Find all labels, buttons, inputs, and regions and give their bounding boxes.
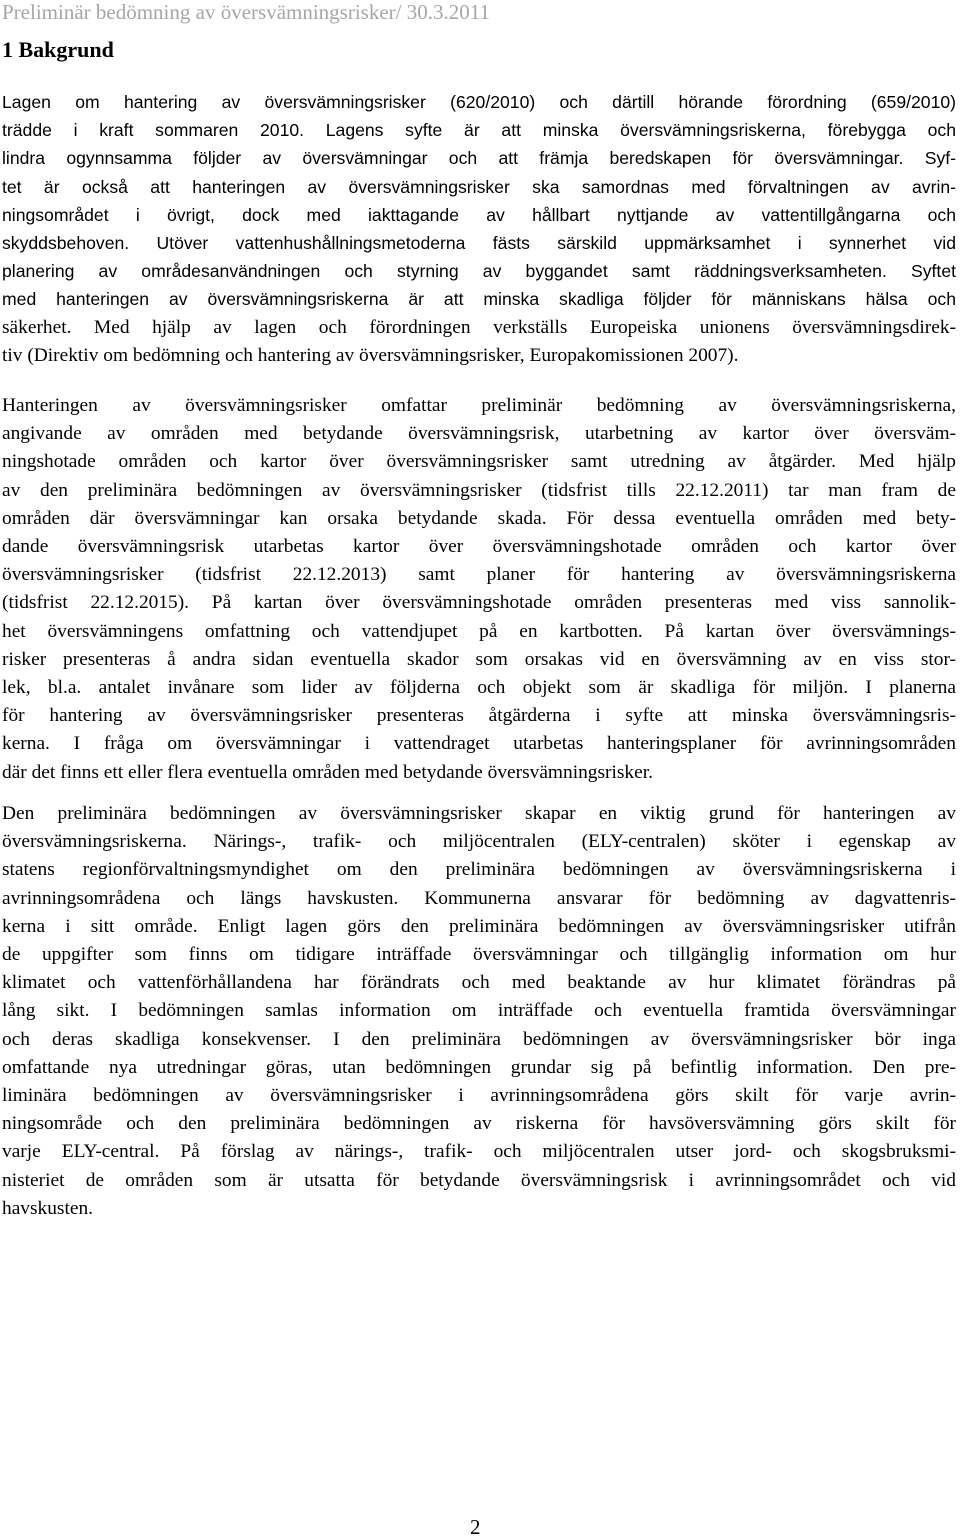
text-line: de uppgifter som finns om tidigare inträffade översvämningar och tillgänglig information om hur — [2, 944, 956, 966]
text-line: kerna i sitt område. Enligt lagen görs den preliminära bedömningen av översvämningsrisker utifrån — [2, 915, 956, 937]
text-line: där det finns ett eller flera eventuella områden med betydande översvämningsrisker. — [2, 761, 653, 783]
text-line: nisteriet de områden som är utsatta för betydande översvämningsrisk i avrinningsområdet och vid — [2, 1169, 956, 1191]
text-line: översvämningsrisker (tidsfrist 22.12.2013) samt planer för hantering av översvämningsriskerna — [2, 564, 956, 586]
text-line: Den preliminära bedömningen av översvämningsrisker skapar en viktig grund för hanteringen av — [2, 803, 956, 824]
text-line: lång sikt. I bedömningen samlas information om inträffade och eventuella framtida översvämningar — [2, 1000, 956, 1022]
text-line: säkerhet. Med hjälp av lagen och förordningen verkställs Europeiska unionens översvämningsdirek- — [2, 316, 956, 338]
text-line: kerna. I fråga om översvämningar i vattendraget utarbetas hanteringsplaner för avrinningsområden — [2, 733, 956, 755]
text-line: trädde i kraft sommaren 2010. Lagens syfte är att minska översvämningsriskerna, förebygga och — [2, 120, 956, 141]
text-line: liminära bedömningen av översvämningsrisker i avrinningsområdena görs skilt för varje avrin- — [2, 1085, 956, 1107]
page-number: 2 — [470, 1515, 481, 1539]
running-header: Preliminär bedömning av översvämningsrisker/ 30.3.2011 — [2, 0, 490, 24]
text-line: och deras skadliga konsekvenser. I den preliminära bedömningen av översvämningsrisker bör inga — [2, 1028, 956, 1050]
paragraph-2 — [2, 392, 956, 787]
text-line: havskusten. — [2, 1197, 94, 1219]
section-heading: 1 Bakgrund — [2, 37, 114, 62]
text-line: ningsområdet i övrigt, dock med iakttagande av hållbart nyttjande av vattentillgångarna och — [2, 204, 956, 225]
text-line: Lagen om hantering av översvämningsrisker (620/2010) och därtill hörande förordning (659/2010) — [2, 92, 956, 112]
text-line: av den preliminära bedömningen av översvämningsrisker (tidsfrist tills 22.12.2011) tar man fram de — [2, 479, 956, 501]
text-line: lek, bl.a. antalet invånare som lider av följderna och objekt som är skadliga för miljön. I planerna — [2, 677, 956, 699]
text-line: tet är också att hanteringen av översvämningsrisker ska samordnas med förvaltningen av avrin- — [2, 176, 956, 197]
text-line: het översvämningens omfattning och vattendjupet på en kartbotten. På kartan över översvämnings- — [2, 620, 956, 642]
text-line: för hantering av översvämningsrisker presenteras åtgärderna i syfte att minska översvämningsris- — [2, 705, 956, 727]
text-line: ningsområde och den preliminära bedömningen av riskerna för havsöversvämning görs skilt för — [2, 1113, 956, 1135]
text-line: varje ELY-central. På förslag av närings-, trafik- och miljöcentralen utser jord- och skogsbruksmi- — [2, 1141, 956, 1163]
text-line: angivande av områden med betydande översvämningsrisk, utarbetning av kartor över översväm- — [2, 423, 956, 445]
text-line: med hanteringen av översvämningsriskerna är att minska skadliga följder för människans hälsa och — [2, 289, 956, 310]
text-line: Hanteringen av översvämningsrisker omfattar preliminär bedömning av översvämningsriskerna, — [2, 395, 956, 416]
text-line: risker presenteras å andra sidan eventuella skador som orsakas vid en översvämning av en viss stor- — [2, 648, 956, 670]
text-line: klimatet och vattenförhållandena har förändrats och med beaktande av hur klimatet förändras på — [2, 972, 956, 994]
text-line: ningshotade områden och kartor över översvämningsrisker samt utredning av åtgärder. Med hjälp — [2, 451, 956, 473]
paragraph-1 — [2, 88, 956, 370]
text-line: tiv (Direktiv om bedömning och hantering av översvämningsrisker, Europakomissionen 2007). — [2, 344, 739, 366]
text-line: skyddsbehoven. Utöver vattenhushållningsmetoderna fästs särskild uppmärksamhet i synnerhet vid — [2, 233, 956, 254]
text-line: planering av områdesanvändningen och styrning av byggandet samt räddningsverksamheten. Syftet — [2, 261, 956, 282]
text-line: lindra ogynnsamma följder av översvämningar och att främja beredskapen för översvämningar. Syf- — [2, 148, 956, 169]
text-line: områden där översvämningar kan orsaka betydande skada. För dessa eventuella områden med bety- — [2, 507, 956, 529]
text-line: avrinningsområdena och längs havskusten. Kommunerna ansvarar för bedömning av dagvattenris- — [2, 887, 956, 909]
text-line: statens regionförvaltningsmyndighet om den preliminära bedömningen av översvämningsriskerna i — [2, 859, 956, 881]
text-line: översvämningsriskerna. Närings-, trafik- och miljöcentralen (ELY-centralen) sköter i egenskap av — [2, 831, 956, 853]
text-line: (tidsfrist 22.12.2015). På kartan över översvämningshotade områden presenteras med viss sannolik- — [2, 592, 956, 614]
text-line: omfattande nya utredningar göras, utan bedömningen grundar sig på befintlig information. Den pre- — [2, 1056, 956, 1078]
text-line: dande översvämningsrisk utarbetas kartor över översvämningshotade områden och kartor över — [2, 536, 956, 558]
paragraph-3 — [2, 800, 956, 1223]
